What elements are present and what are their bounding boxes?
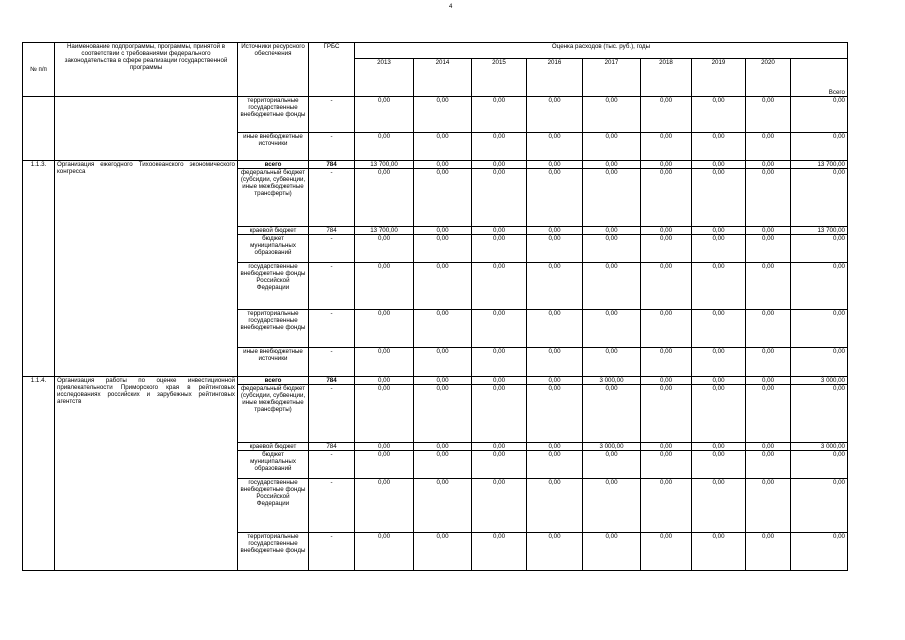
header-year: 2017 bbox=[583, 59, 641, 97]
cell-value: 0,00 bbox=[692, 133, 746, 161]
cell-value: 0,00 bbox=[641, 348, 692, 377]
cell-value: 0,00 bbox=[692, 97, 746, 133]
cell-value: 0,00 bbox=[692, 443, 746, 451]
cell-total: 0,00 bbox=[791, 310, 848, 348]
cell-idx: 1.1.4. bbox=[23, 377, 55, 571]
cell-value: 0,00 bbox=[641, 263, 692, 310]
cell-total: 0,00 bbox=[791, 133, 848, 161]
cell-grbs: 784 bbox=[309, 227, 355, 235]
header-year: 2014 bbox=[414, 59, 472, 97]
cell-total: 0,00 bbox=[791, 348, 848, 377]
cell-value: 0,00 bbox=[355, 385, 414, 443]
cell-value: 0,00 bbox=[472, 533, 527, 571]
cell-value: 0,00 bbox=[641, 377, 692, 385]
cell-source: бюджет муниципальных образований bbox=[238, 235, 309, 263]
cell-value: 0,00 bbox=[472, 377, 527, 385]
cell-value: 0,00 bbox=[355, 443, 414, 451]
header-year: 2013 bbox=[355, 59, 414, 97]
cell-value: 0,00 bbox=[746, 263, 791, 310]
cell-value: 0,00 bbox=[641, 533, 692, 571]
table-row bbox=[23, 377, 848, 385]
cell-grbs: - bbox=[309, 133, 355, 161]
cell-grbs: - bbox=[309, 263, 355, 310]
cell-total: 0,00 bbox=[791, 97, 848, 133]
cell-value: 0,00 bbox=[746, 227, 791, 235]
header-total: Всего bbox=[791, 59, 848, 97]
cell-value: 0,00 bbox=[414, 169, 472, 227]
cell-value: 0,00 bbox=[692, 479, 746, 533]
cell-value: 0,00 bbox=[583, 161, 641, 169]
table-row bbox=[23, 161, 848, 169]
cell-total: 13 700,00 bbox=[791, 227, 848, 235]
cell-source: иные внебюджетные источники bbox=[238, 348, 309, 377]
cell-total: 0,00 bbox=[791, 385, 848, 443]
cell-value: 0,00 bbox=[414, 227, 472, 235]
cell-value: 0,00 bbox=[472, 97, 527, 133]
cell-value: 0,00 bbox=[527, 443, 583, 451]
cell-value: 0,00 bbox=[527, 169, 583, 227]
cell-value: 0,00 bbox=[355, 348, 414, 377]
cell-value: 0,00 bbox=[414, 161, 472, 169]
cell-value: 0,00 bbox=[472, 443, 527, 451]
cell-value: 0,00 bbox=[583, 133, 641, 161]
cell-value: 0,00 bbox=[414, 348, 472, 377]
cell-value: 0,00 bbox=[641, 97, 692, 133]
header-year: 2019 bbox=[692, 59, 746, 97]
cell-grbs: - bbox=[309, 169, 355, 227]
cell-value: 0,00 bbox=[355, 169, 414, 227]
cell-value: 0,00 bbox=[472, 310, 527, 348]
cell-name: Организация работы по оценке инвестиционной привлекательности Приморского края в рейтинговых исследованиях российских и зарубежных рейтинговых агентств bbox=[55, 377, 238, 571]
header-idx: № п/п bbox=[23, 43, 55, 97]
cell-value: 0,00 bbox=[583, 385, 641, 443]
cell-value: 0,00 bbox=[472, 169, 527, 227]
cell-name bbox=[55, 97, 238, 161]
cell-value: 0,00 bbox=[414, 385, 472, 443]
cell-value: 0,00 bbox=[414, 235, 472, 263]
cell-value: 0,00 bbox=[472, 133, 527, 161]
cell-source: бюджет муниципальных образований bbox=[238, 451, 309, 479]
cell-value: 0,00 bbox=[472, 161, 527, 169]
cell-value: 0,00 bbox=[583, 348, 641, 377]
cell-value: 0,00 bbox=[746, 161, 791, 169]
cell-value: 0,00 bbox=[583, 227, 641, 235]
cell-grbs: 784 bbox=[309, 377, 355, 385]
cell-idx: 1.1.3. bbox=[23, 161, 55, 377]
cell-source: территориальные государственные внебюджетные фонды bbox=[238, 310, 309, 348]
cell-value: 0,00 bbox=[527, 310, 583, 348]
cell-value: 0,00 bbox=[692, 533, 746, 571]
cell-value: 0,00 bbox=[746, 348, 791, 377]
cell-value: 0,00 bbox=[641, 235, 692, 263]
cell-source: территориальные государственные внебюджетные фонды bbox=[238, 97, 309, 133]
header-year: 2016 bbox=[527, 59, 583, 97]
cell-value: 0,00 bbox=[355, 533, 414, 571]
cell-value: 0,00 bbox=[472, 263, 527, 310]
cell-value: 0,00 bbox=[472, 348, 527, 377]
cell-value: 0,00 bbox=[527, 377, 583, 385]
cell-value: 0,00 bbox=[583, 97, 641, 133]
cell-idx bbox=[23, 97, 55, 161]
cell-value: 0,00 bbox=[641, 479, 692, 533]
cell-value: 0,00 bbox=[692, 385, 746, 443]
cell-value: 0,00 bbox=[746, 385, 791, 443]
header-name: Наименование подпрограммы, программы, принятой в соответствии с требованиями федерального законодательства в сфере реализации государственной программы bbox=[55, 43, 238, 97]
cell-value: 0,00 bbox=[414, 479, 472, 533]
cell-source: государственные внебюджетные фонды Российской Федерации bbox=[238, 263, 309, 310]
header-year: 2018 bbox=[641, 59, 692, 97]
cell-source: краевой бюджет bbox=[238, 227, 309, 235]
cell-value: 0,00 bbox=[527, 263, 583, 310]
cell-total: 3 000,00 bbox=[791, 377, 848, 385]
cell-value: 0,00 bbox=[746, 377, 791, 385]
cell-value: 0,00 bbox=[472, 235, 527, 263]
cell-value: 0,00 bbox=[641, 451, 692, 479]
cell-value: 13 700,00 bbox=[355, 227, 414, 235]
cell-value: 0,00 bbox=[583, 451, 641, 479]
cell-value: 0,00 bbox=[472, 227, 527, 235]
cell-value: 0,00 bbox=[692, 348, 746, 377]
cell-grbs: - bbox=[309, 348, 355, 377]
cell-total: 0,00 bbox=[791, 451, 848, 479]
cell-source: территориальные государственные внебюджетные фонды bbox=[238, 533, 309, 571]
cell-grbs: 784 bbox=[309, 161, 355, 169]
cell-value: 0,00 bbox=[583, 169, 641, 227]
cell-value: 0,00 bbox=[527, 451, 583, 479]
cell-value: 0,00 bbox=[583, 533, 641, 571]
cell-value: 0,00 bbox=[641, 310, 692, 348]
cell-value: 0,00 bbox=[746, 479, 791, 533]
cell-grbs: - bbox=[309, 479, 355, 533]
cell-value: 0,00 bbox=[641, 443, 692, 451]
cell-total: 0,00 bbox=[791, 263, 848, 310]
cell-value: 0,00 bbox=[414, 377, 472, 385]
cell-grbs: - bbox=[309, 385, 355, 443]
cell-source: иные внебюджетные источники bbox=[238, 133, 309, 161]
cell-grbs: - bbox=[309, 97, 355, 133]
cell-value: 0,00 bbox=[414, 451, 472, 479]
cell-source: федеральный бюджет (субсидии, субвенции, иные межбюджетные трансферты) bbox=[238, 385, 309, 443]
cell-value: 0,00 bbox=[472, 479, 527, 533]
header-year: 2020 bbox=[746, 59, 791, 97]
cell-value: 0,00 bbox=[527, 348, 583, 377]
cell-grbs: 784 bbox=[309, 443, 355, 451]
cell-total: 0,00 bbox=[791, 169, 848, 227]
cell-value: 3 000,00 bbox=[583, 443, 641, 451]
cell-source: государственные внебюджетные фонды Российской Федерации bbox=[238, 479, 309, 533]
cell-value: 0,00 bbox=[414, 533, 472, 571]
cell-value: 0,00 bbox=[746, 133, 791, 161]
cell-source: всего bbox=[238, 161, 309, 169]
cell-grbs: - bbox=[309, 451, 355, 479]
header-estimate: Оценка расходов (тыс. руб.), годы bbox=[355, 43, 848, 59]
cell-value: 0,00 bbox=[472, 451, 527, 479]
cell-value: 0,00 bbox=[527, 97, 583, 133]
cell-value: 13 700,00 bbox=[355, 161, 414, 169]
cell-value: 0,00 bbox=[527, 479, 583, 533]
cell-grbs: - bbox=[309, 310, 355, 348]
cell-name: Организация ежегодного Тихоокеанского экономического конгресса bbox=[55, 161, 238, 377]
page-number: 4 bbox=[449, 4, 453, 10]
cell-value: 0,00 bbox=[583, 479, 641, 533]
cell-value: 0,00 bbox=[746, 310, 791, 348]
cell-value: 0,00 bbox=[641, 133, 692, 161]
cell-value: 0,00 bbox=[641, 385, 692, 443]
cell-value: 0,00 bbox=[746, 235, 791, 263]
cell-value: 0,00 bbox=[692, 377, 746, 385]
cell-value: 0,00 bbox=[355, 479, 414, 533]
cell-value: 0,00 bbox=[355, 235, 414, 263]
cell-value: 0,00 bbox=[355, 97, 414, 133]
cell-source: краевой бюджет bbox=[238, 443, 309, 451]
cell-value: 0,00 bbox=[414, 97, 472, 133]
cell-value: 0,00 bbox=[692, 169, 746, 227]
cell-total: 0,00 bbox=[791, 479, 848, 533]
cell-value: 0,00 bbox=[472, 385, 527, 443]
cell-value: 0,00 bbox=[746, 443, 791, 451]
cell-value: 0,00 bbox=[692, 161, 746, 169]
cell-value: 0,00 bbox=[527, 161, 583, 169]
cell-value: 0,00 bbox=[692, 310, 746, 348]
cell-value: 0,00 bbox=[692, 263, 746, 310]
cell-grbs: - bbox=[309, 533, 355, 571]
header-grbs: ГРБС bbox=[309, 43, 355, 97]
cell-value: 0,00 bbox=[641, 169, 692, 227]
cell-total: 0,00 bbox=[791, 235, 848, 263]
cell-total: 3 000,00 bbox=[791, 443, 848, 451]
cell-value: 0,00 bbox=[583, 263, 641, 310]
cell-value: 0,00 bbox=[414, 310, 472, 348]
cell-value: 0,00 bbox=[692, 227, 746, 235]
cell-value: 0,00 bbox=[692, 451, 746, 479]
cell-value: 0,00 bbox=[414, 443, 472, 451]
cell-value: 0,00 bbox=[692, 235, 746, 263]
header-year: 2015 bbox=[472, 59, 527, 97]
header-source: Источники ресурсного обеспечения bbox=[238, 43, 309, 97]
cell-value: 0,00 bbox=[527, 533, 583, 571]
table-row bbox=[23, 97, 848, 133]
cell-value: 0,00 bbox=[527, 227, 583, 235]
cell-value: 0,00 bbox=[355, 377, 414, 385]
cell-value: 0,00 bbox=[355, 310, 414, 348]
cell-value: 0,00 bbox=[414, 263, 472, 310]
expense-table bbox=[22, 42, 848, 571]
cell-value: 0,00 bbox=[583, 235, 641, 263]
cell-value: 0,00 bbox=[641, 227, 692, 235]
cell-value: 0,00 bbox=[746, 97, 791, 133]
cell-value: 0,00 bbox=[746, 169, 791, 227]
cell-value: 0,00 bbox=[583, 310, 641, 348]
cell-value: 0,00 bbox=[355, 263, 414, 310]
cell-grbs: - bbox=[309, 235, 355, 263]
cell-total: 13 700,00 bbox=[791, 161, 848, 169]
cell-source: всего bbox=[238, 377, 309, 385]
cell-source: федеральный бюджет (субсидии, субвенции, иные межбюджетные трансферты) bbox=[238, 169, 309, 227]
cell-value: 0,00 bbox=[527, 235, 583, 263]
cell-value: 0,00 bbox=[746, 533, 791, 571]
cell-value: 0,00 bbox=[527, 385, 583, 443]
cell-value: 0,00 bbox=[746, 451, 791, 479]
cell-total: 0,00 bbox=[791, 533, 848, 571]
cell-value: 0,00 bbox=[527, 133, 583, 161]
cell-value: 0,00 bbox=[355, 451, 414, 479]
cell-value: 3 000,00 bbox=[583, 377, 641, 385]
cell-value: 0,00 bbox=[641, 161, 692, 169]
cell-value: 0,00 bbox=[355, 133, 414, 161]
cell-value: 0,00 bbox=[414, 133, 472, 161]
